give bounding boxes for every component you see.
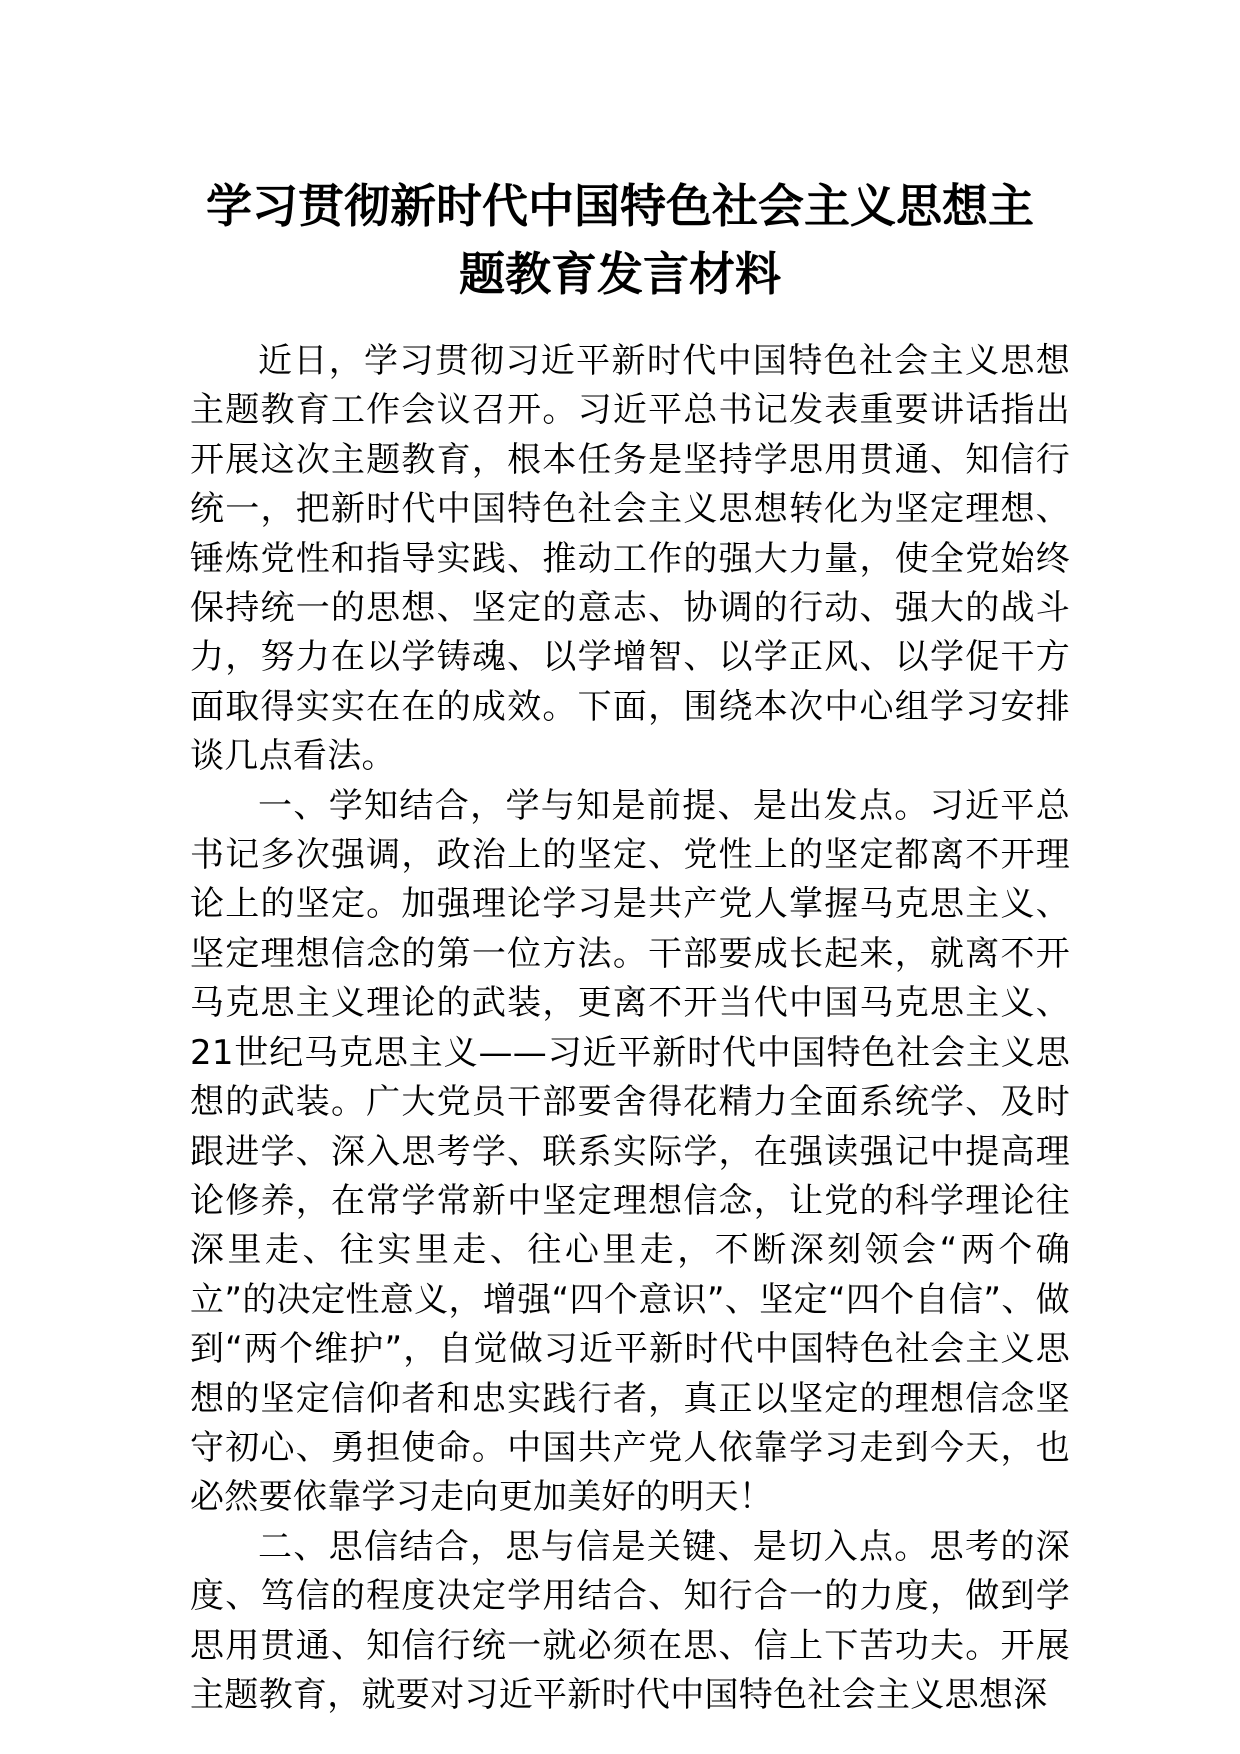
document-title-line-2: 题教育发言材料 [459, 247, 781, 301]
document-title-line-1: 学习贯彻新时代中国特色社会主义思想主 [206, 179, 1034, 233]
paragraph-section-1: 一、学知结合，学与知是前提、是出发点。习近平总书记多次强调，政治上的坚定、党性上的坚定都离不开理论上的坚定。加强理论学习是共产党人掌握马克思主义、坚定理想信念的第一位方法。干部要成长起来，就离不开马克思主义理论的武装，更离不开当代中国马克思主义、21世纪马克思主义——习近平新时代中国特色社会主义思想的武装。广大党员干部要舍得花精力全面系统学、及时跟进学、深入思考学、联系实际学，在强读强记中提高理论修养，在常学常新中坚定理想信念，让党的科学理论往深里走、往实里走、往心里走，不断深刻领会“两个确立”的决定性意义，增强“四个意识”、坚定“四个自信”、做到“两个维护”，自觉做习近平新时代中国特色社会主义思想的坚定信仰者和忠实践行者，真正以坚定的理想信念坚守初心、勇担使命。中国共产党人依靠学习走到今天，也必然要依靠学习走向更加美好的明天！ [190, 785, 1070, 1518]
document-body [190, 337, 1070, 1720]
paragraph-section-2: 二、思信结合，思与信是关键、是切入点。思考的深度、笃信的程度决定学用结合、知行合一的力度，做到学思用贯通、知信行统一就必须在思、信上下苦功夫。开展主题教育，就要对习近平新时代中国特色社会主义思想深 [190, 1526, 1070, 1715]
paragraph-intro: 近日，学习贯彻习近平新时代中国特色社会主义思想主题教育工作会议召开。习近平总书记发表重要讲话指出开展这次主题教育，根本任务是坚持学思用贯通、知信行统一，把新时代中国特色社会主义思想转化为坚定理想、锤炼党性和指导实践、推动工作的强大力量，使全党始终保持统一的思想、坚定的意志、协调的行动、强大的战斗力，努力在以学铸魂、以学增智、以学正风、以学促干方面取得实实在在的成效。下面，围绕本次中心组学习安排谈几点看法。 [190, 341, 1070, 777]
